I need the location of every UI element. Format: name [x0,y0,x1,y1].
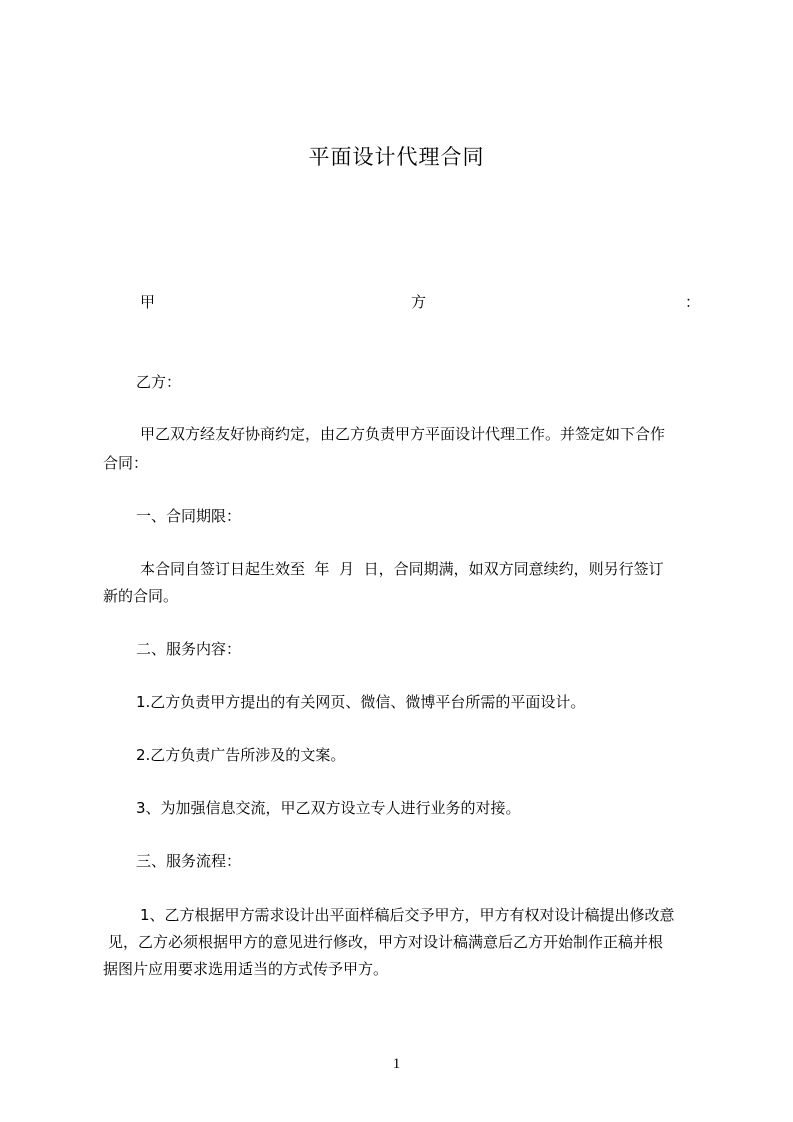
party-a-char-1: 甲 [140,293,156,311]
document-title: 平面设计代理合同 [308,145,485,169]
intro-line-2: 合同： [103,454,149,472]
section-3-item-1-line-2: 见，乙方必须根据甲方的意见进行修改，甲方对设计稿满意后乙方开始制作正稿并根 [108,933,664,951]
section-3-item-1-line-3: 据图片应用要求选用适当的方式传予甲方。 [103,960,389,978]
section-1-line-2: 新的合同。 [103,587,179,605]
section-3-item-1-line-1: 1、乙方根据甲方需求设计出平面样稿后交予甲方，甲方有权对设计稿提出修改意 [140,906,675,924]
section-2-item-3: 3、为加强信息交流，甲乙双方设立专人进行业务的对接。 [136,799,521,817]
party-a-char-2: 方 [411,293,427,311]
section-2-item-1: 1.乙方负责甲方提出的有关网页、微信、微博平台所需的平面设计。 [136,693,586,711]
section-1-line-1: 本合同自签订日起生效至 年 月 日，合同期满，如双方同意续约，则另行签订 [140,560,664,578]
party-b-line: 乙方： [136,373,182,391]
section-1-heading: 一、合同期限： [136,507,242,525]
section-2-item-2: 2.乙方负责广告所涉及的文案。 [136,746,346,764]
page-number: 1 [392,1056,401,1072]
party-a-colon: ： [685,293,701,311]
section-2-heading: 二、服务内容： [136,640,242,658]
section-3-heading: 三、服务流程： [136,852,242,870]
intro-line-1: 甲乙双方经友好协商约定，由乙方负责甲方平面设计代理工作。并签定如下合作 [140,425,666,443]
party-a-line [140,290,701,314]
